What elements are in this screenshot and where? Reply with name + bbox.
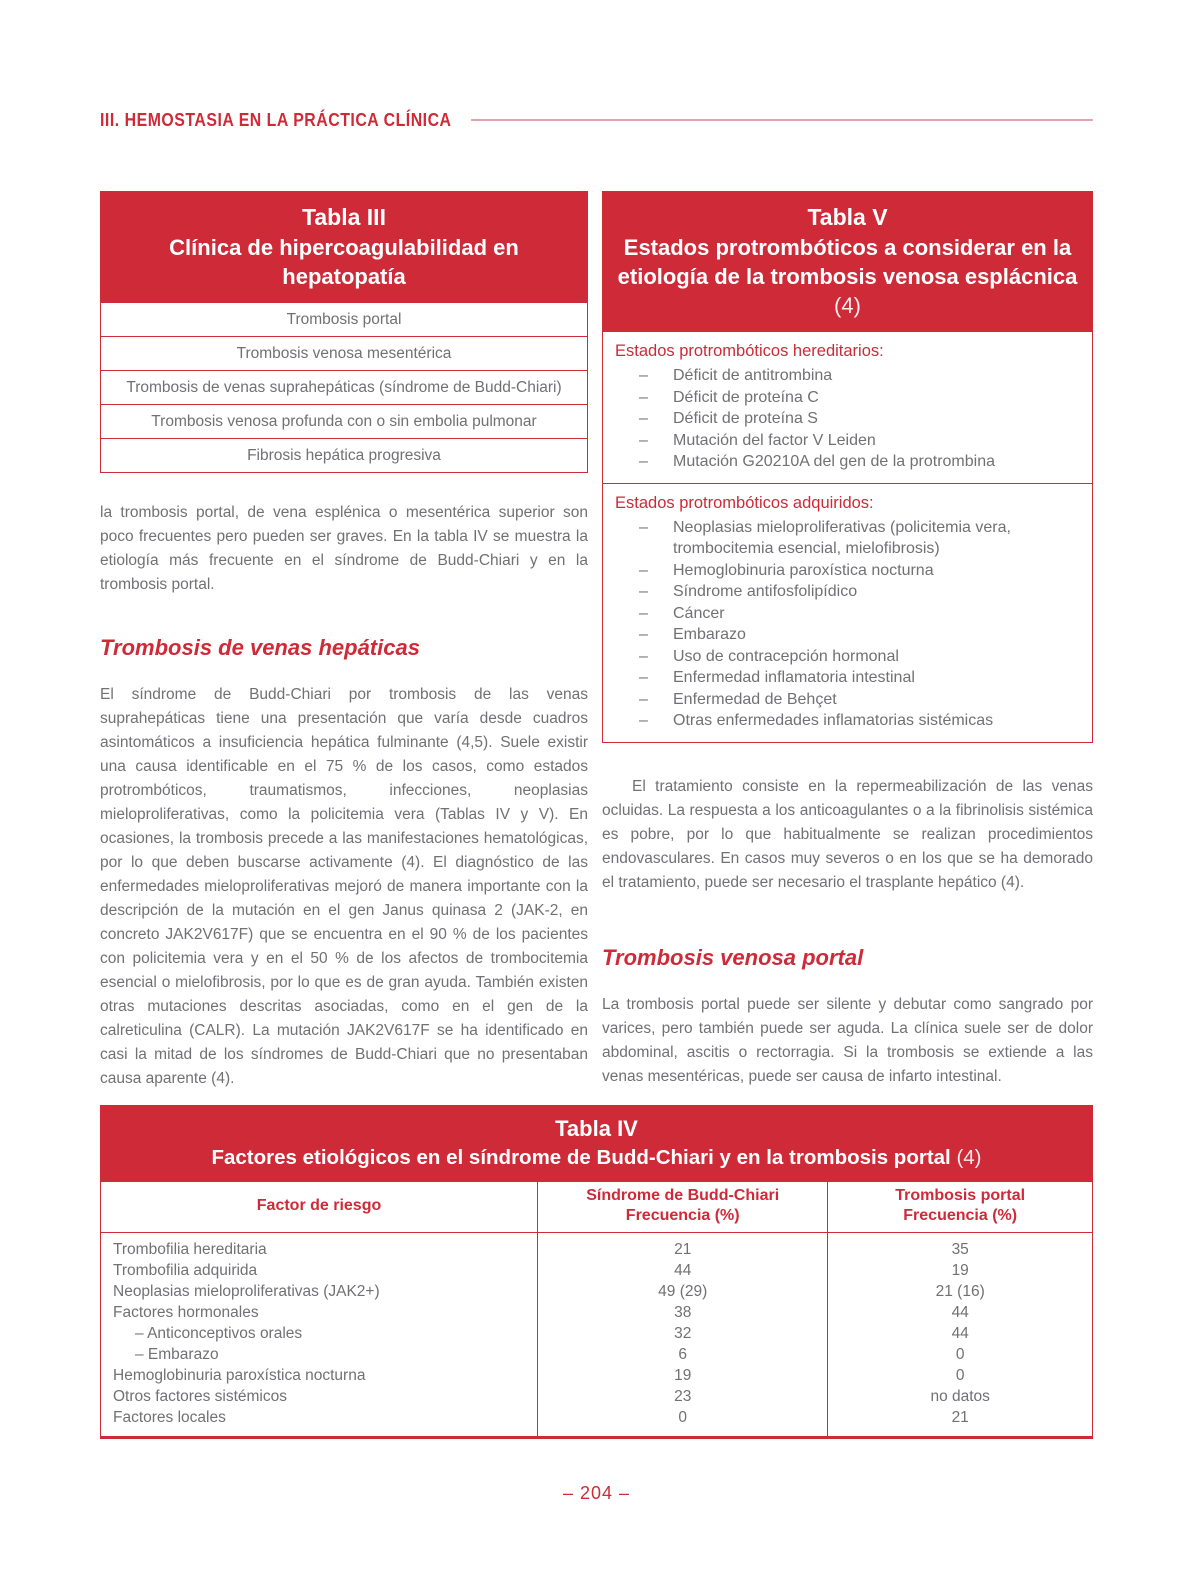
tabla-iv-subtitle-ref: (4)	[956, 1146, 982, 1169]
table-row	[101, 1302, 1092, 1323]
dash-bullet: –	[639, 561, 648, 579]
tabla-v-header	[603, 192, 1092, 332]
table-cell: Trombofilia adquirida	[113, 1262, 258, 1279]
table-cell: 32	[537, 1323, 827, 1344]
paragraph-continuation: la trombosis portal, de vena esplénica o mesentérica superior son poco frecuentes pero pueden ser graves. En la tabla IV se muestra la etiología más frecuente en el síndrome de Budd-Chiari y en la trombosis portal.	[100, 504, 588, 593]
table-cell: 21 (16)	[827, 1281, 1092, 1302]
running-head	[100, 110, 1093, 131]
table-cell: 49 (29)	[537, 1281, 827, 1302]
dash-bullet: –	[639, 583, 648, 600]
table-row: Trombosis portal	[286, 311, 402, 328]
list-item	[615, 517, 1082, 560]
table-cell: 44	[537, 1260, 827, 1281]
dash-bullet: –	[639, 669, 648, 686]
table-cell: 38	[537, 1302, 827, 1323]
tabla-iv-title: Tabla IV	[555, 1116, 638, 1141]
tabla-iv-subtitle	[111, 1144, 1082, 1172]
list-item-text: Déficit de proteína C	[673, 388, 819, 406]
dash-bullet: –	[639, 410, 648, 427]
dash-bullet: –	[639, 388, 648, 406]
list-item	[615, 560, 1082, 582]
list-item-text: Enfermedad de Behçet	[673, 690, 837, 708]
table-cell: – Anticonceptivos orales	[135, 1325, 303, 1342]
dash-bullet: –	[639, 453, 648, 470]
tabla-v-title: Tabla V	[807, 204, 888, 230]
section-label: Estados protrombóticos hereditarios:	[615, 342, 884, 360]
list-item	[615, 365, 1082, 387]
table-cell: 23	[537, 1386, 827, 1407]
section-label: Estados protrombóticos adquiridos:	[615, 493, 874, 512]
paragraph-budd-chiari: El síndrome de Budd-Chiari por trombosis de las venas suprahepáticas tiene una presentación que varía desde cuadros asintomáticos a insuficiencia hepática fulminante (4,5). Suele existir una causa identificable en el 75 % de los casos, como estados protrombóticos, traumatismos, infecciones, neoplasias mieloproliferativas, como la policitemia vera (Tablas IV y V). En ocasiones, la trombosis precede a las manifestaciones hematológicas, por lo que deben buscarse activamente (4). El diagnóstico de las enfermedades mieloproliferativas mejoró de manera importante con la descripción de la mutación en el gen Janus quinasa 2 (JAK-2, en concreto JAK2V617F) que se encuentra en el 90 % de los pacientes con policitemia vera y en el 50 % de los afectos de trombocitemia esencial o mielofibrosis, por lo que es de gran ayuda. También existen otras mutaciones descritas asociadas, como en el gen de la calreticulina (CALR). La mutación JAK2V617F se ha identificado en casi la mitad de los síndromes de Budd-Chiari que no presentaban causa aparente (4).	[100, 686, 588, 1087]
list-item-text: Mutación del factor V Leiden	[673, 431, 876, 449]
dash-bullet: –	[639, 647, 648, 665]
list-item-text: Enfermedad inflamatoria intestinal	[673, 669, 915, 686]
table-cell: Hemoglobinuria paroxística nocturna	[113, 1367, 366, 1384]
tabla4-column-headers	[101, 1182, 1092, 1233]
table-cell: 19	[827, 1260, 1092, 1281]
page-number: – 204 –	[562, 1483, 631, 1503]
tabla-iii-title: Tabla III	[302, 204, 386, 230]
tabla-iii-header	[101, 192, 587, 303]
list-item-text: Déficit de antitrombina	[673, 367, 833, 384]
tabla5-body	[603, 332, 1092, 742]
list-item	[615, 646, 1082, 668]
tabla4-body	[101, 1233, 1092, 1436]
list-item	[615, 603, 1082, 625]
table-row: Trombosis venosa profunda con o sin embolia pulmonar	[101, 404, 587, 438]
list-item-text: Cáncer	[673, 604, 725, 622]
column-header	[101, 1182, 537, 1232]
list-item-text: Hemoglobinuria paroxística nocturna	[673, 561, 934, 579]
table-cell: 44	[827, 1323, 1092, 1344]
list-item-text: Síndrome antifosfolipídico	[673, 583, 858, 600]
table-row	[101, 1407, 1092, 1436]
list-item	[615, 710, 1082, 732]
left-column	[100, 191, 588, 1103]
paragraph-tratamiento: El tratamiento consiste en la repermeabilización de las venas ocluidas. La respuesta a los anticoagulantes o a la fibrinolisis sistémica es pobre, por lo que habitualmente se realizan procedimientos endovasculares. En casos muy severos o en los que se ha demorado el tratamiento, puede ser necesario el trasplante hepático (4).	[602, 777, 1093, 891]
table-cell: 0	[537, 1407, 827, 1436]
dash-bullet: –	[639, 712, 648, 729]
table-cell: 19	[537, 1365, 827, 1386]
section-heading-trombosis-venas-hepaticas: Trombosis de venas hepáticas	[100, 635, 420, 660]
table-row	[101, 1365, 1092, 1386]
list-item-text: Déficit de proteína S	[673, 410, 818, 427]
list-item	[615, 387, 1082, 409]
column-header	[537, 1182, 827, 1232]
tabla-iv	[100, 1105, 1093, 1439]
dash-bullet: –	[639, 518, 648, 536]
table-cell: no datos	[827, 1386, 1092, 1407]
table-cell: Factores hormonales	[113, 1304, 259, 1321]
dash-bullet: –	[639, 604, 648, 622]
table-row	[101, 1344, 1092, 1365]
list-item-text: Uso de contracepción hormonal	[673, 647, 899, 665]
list-item	[615, 667, 1082, 689]
list-item	[615, 689, 1082, 711]
table-cell: Factores locales	[113, 1409, 226, 1426]
table-cell: 21	[827, 1407, 1092, 1436]
two-column-layout	[100, 191, 1093, 1103]
table-cell: 44	[827, 1302, 1092, 1323]
list-item	[615, 451, 1082, 473]
table-cell: Trombofilia hereditaria	[113, 1241, 267, 1258]
tabla-iv-header	[101, 1106, 1092, 1182]
dash-bullet: –	[639, 367, 648, 384]
list-item-text: Neoplasias mieloproliferativas (policitemia vera, trombocitemia esencial, mielofibrosis)	[673, 518, 1011, 557]
list-item	[615, 430, 1082, 452]
dash-bullet: –	[639, 690, 648, 708]
table-row	[101, 1281, 1092, 1302]
column-header-line: Frecuencia (%)	[903, 1207, 1018, 1224]
table-cell: 21	[537, 1233, 827, 1260]
column-header	[827, 1182, 1092, 1232]
table-row	[101, 1323, 1092, 1344]
table-row	[101, 1260, 1092, 1281]
tabla-v-subtitle-text: Estados protrombóticos a considerar en la etiología de la trombosis venosa esplácnica	[617, 235, 1078, 289]
right-column	[602, 191, 1093, 1103]
list-item-text: Embarazo	[673, 626, 746, 643]
list-item	[615, 581, 1082, 603]
table-cell: 6	[537, 1344, 827, 1365]
list-item	[615, 624, 1082, 646]
tabla-v-subtitle-ref: (4)	[834, 293, 861, 318]
table-cell: 0	[827, 1344, 1092, 1365]
paragraph-trombosis-portal: La trombosis portal puede ser silente y debutar como sangrado por varices, pero también puede ser aguda. La clínica suele ser de dolor abdominal, ascitis o rectorragia. Si la trombosis se extiende a las venas mesentéricas, puede ser causa de infarto intestinal.	[602, 995, 1093, 1085]
table-cell: 35	[827, 1233, 1092, 1260]
tabla-iii	[100, 191, 588, 473]
column-header-line: Factor de riesgo	[256, 1197, 382, 1214]
tabla-iii-subtitle: Clínica de hipercoagulabilidad en hepatopatía	[169, 235, 519, 289]
dash-bullet: –	[639, 626, 648, 643]
section-heading-trombosis-venosa-portal: Trombosis venosa portal	[602, 944, 864, 970]
running-head-title: III. HEMOSTASIA EN LA PRÁCTICA CLÍNICA	[100, 110, 452, 130]
tabla-v-section	[603, 483, 1092, 742]
list-item-text: Otras enfermedades inflamatorias sistémicas	[673, 712, 994, 729]
table-cell: – Embarazo	[135, 1346, 219, 1363]
tabla-v-subtitle	[613, 233, 1082, 320]
table-row: Fibrosis hepática progresiva	[101, 438, 587, 472]
column-header-line: Síndrome de Budd-Chiari	[586, 1187, 780, 1204]
tabla-iv-subtitle-text: Factores etiológicos en el síndrome de Budd-Chiari y en la trombosis portal	[211, 1146, 951, 1169]
tabla-v-section	[603, 332, 1092, 483]
table-cell: 0	[827, 1365, 1092, 1386]
column-header-line: Frecuencia (%)	[625, 1207, 740, 1224]
dash-bullet: –	[639, 431, 648, 449]
table-row	[101, 1233, 1092, 1260]
table-row	[101, 1386, 1092, 1407]
table-row: Trombosis venosa mesentérica	[101, 336, 587, 370]
table-cell: Neoplasias mieloproliferativas (JAK2+)	[113, 1283, 380, 1300]
table-cell: Otros factores sistémicos	[113, 1388, 287, 1405]
tabla-v	[602, 191, 1093, 743]
list-item	[615, 408, 1082, 430]
list-item-text: Mutación G20210A del gen de la protrombina	[673, 453, 995, 470]
tabla3-rows	[101, 303, 587, 472]
column-header-line: Trombosis portal	[895, 1187, 1026, 1204]
table-row: Trombosis de venas suprahepáticas (síndrome de Budd-Chiari)	[101, 370, 587, 404]
running-head-rule	[471, 119, 1093, 121]
